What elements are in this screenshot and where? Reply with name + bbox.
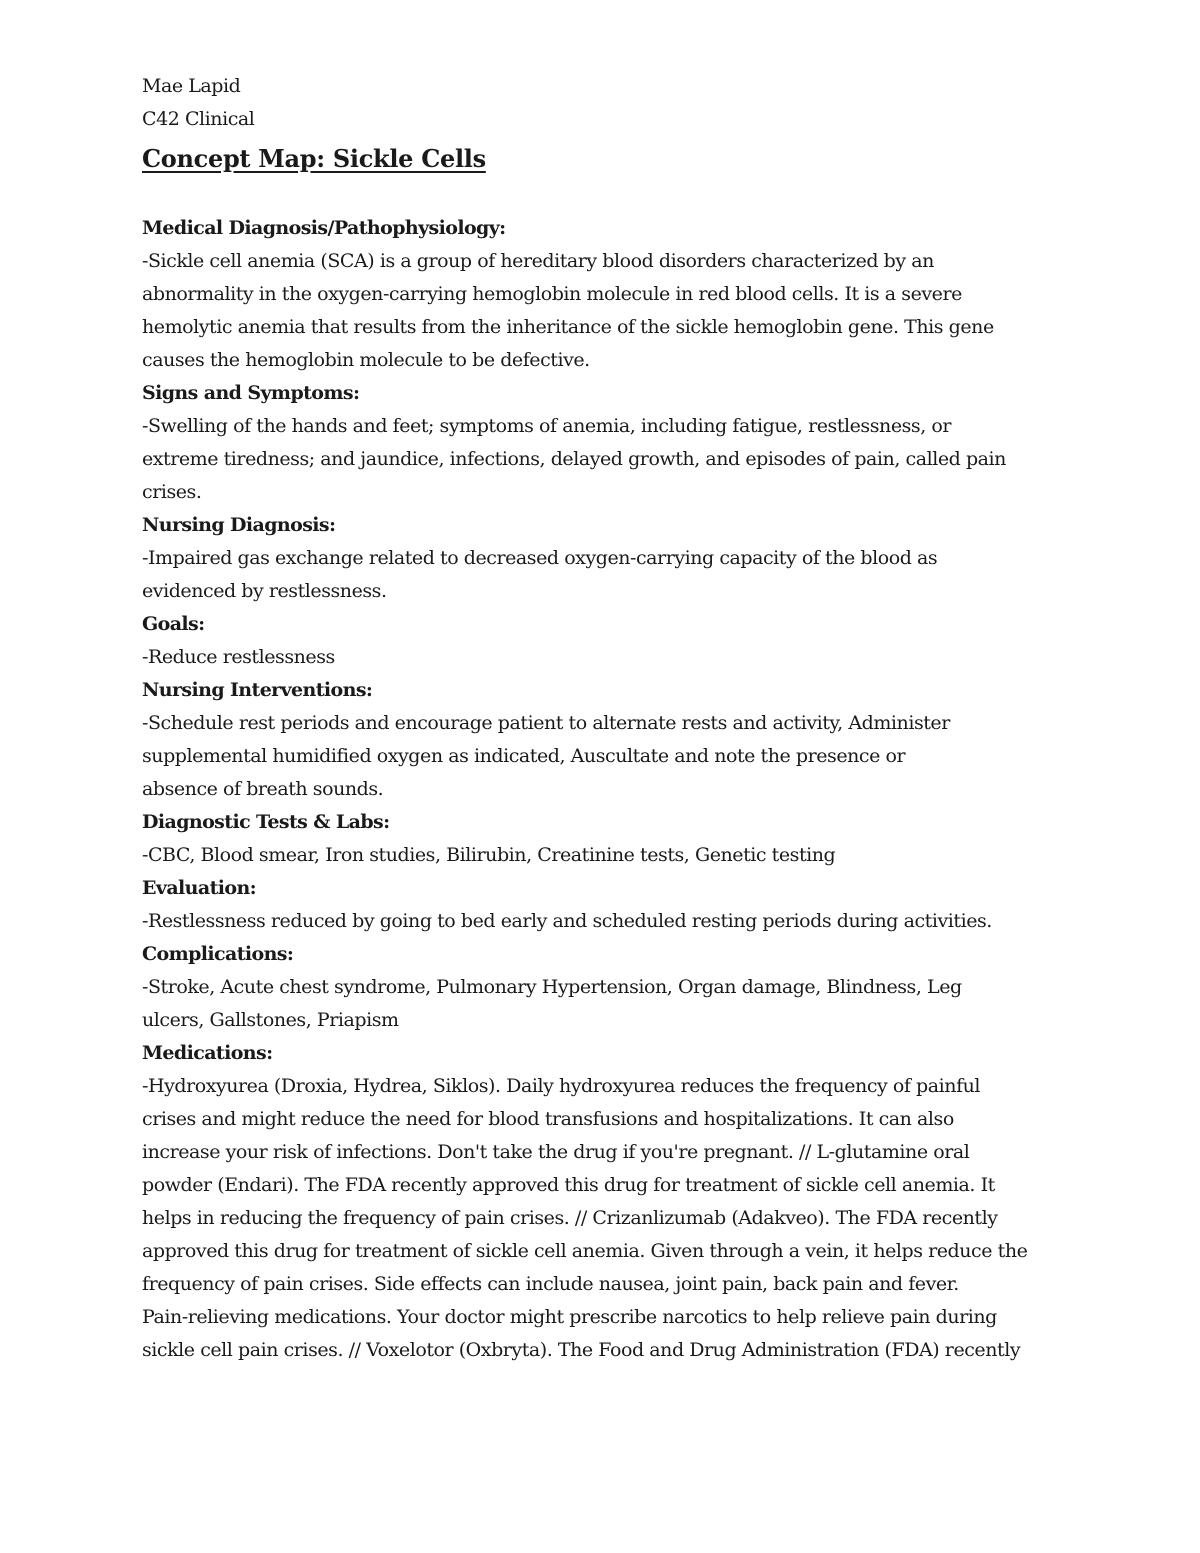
section-text-line: powder (Endari). The FDA recently approved this drug for treatment of sickle cell anemia. It <box>142 1174 995 1196</box>
section-text-line: crises. <box>142 481 202 503</box>
section-text-line: approved this drug for treatment of sickle cell anemia. Given through a vein, it helps reduce the <box>142 1240 1028 1262</box>
section-text-line: absence of breath sounds. <box>142 778 384 800</box>
section-text-line: extreme tiredness; and jaundice, infections, delayed growth, and episodes of pain, called pain <box>142 448 1006 470</box>
section-text-line: abnormality in the oxygen-carrying hemoglobin molecule in red blood cells. It is a severe <box>142 283 962 305</box>
section-heading: Medical Diagnosis/Pathophysiology: <box>142 217 506 239</box>
section-text-line: -Schedule rest periods and encourage patient to alternate rests and activity, Administer <box>142 712 950 734</box>
section-text-line: increase your risk of infections. Don't take the drug if you're pregnant. // L-glutamine oral <box>142 1141 970 1163</box>
section-heading: Signs and Symptoms: <box>142 382 360 404</box>
section-text-line: helps in reducing the frequency of pain crises. // Crizanlizumab (Adakveo). The FDA recently <box>142 1207 998 1229</box>
section-text-line: -Hydroxyurea (Droxia, Hydrea, Siklos). Daily hydroxyurea reduces the frequency of painful <box>142 1075 981 1097</box>
section-text-line: hemolytic anemia that results from the inheritance of the sickle hemoglobin gene. This gene <box>142 316 994 338</box>
section-text-line: -CBC, Blood smear, Iron studies, Bilirubin, Creatinine tests, Genetic testing <box>142 844 836 866</box>
course-name: C42 Clinical <box>142 108 255 130</box>
section-text-line: crises and might reduce the need for blood transfusions and hospitalizations. It can also <box>142 1108 954 1130</box>
section-text-line: -Reduce restlessness <box>142 646 335 668</box>
section-heading: Nursing Interventions: <box>142 679 373 701</box>
section-text-line: -Swelling of the hands and feet; symptoms of anemia, including fatigue, restlessness, or <box>142 415 952 437</box>
section-heading: Medications: <box>142 1042 273 1064</box>
document-body <box>142 212 1072 1367</box>
section-text-line: -Stroke, Acute chest syndrome, Pulmonary Hypertension, Organ damage, Blindness, Leg <box>142 976 962 998</box>
section-text-line: -Restlessness reduced by going to bed early and scheduled resting periods during activities. <box>142 910 992 932</box>
document-title: Concept Map: Sickle Cells <box>142 144 486 173</box>
author-name: Mae Lapid <box>142 75 241 97</box>
section-heading: Evaluation: <box>142 877 257 899</box>
section-text-line: frequency of pain crises. Side effects can include nausea, joint pain, back pain and fever. <box>142 1273 959 1295</box>
section-heading: Nursing Diagnosis: <box>142 514 336 536</box>
section-text-line: ulcers, Gallstones, Priapism <box>142 1009 399 1031</box>
section-heading: Goals: <box>142 613 205 635</box>
section-text-line: sickle cell pain crises. // Voxelotor (Oxbryta). The Food and Drug Administration (FDA) recently <box>142 1339 1021 1361</box>
section-heading: Complications: <box>142 943 294 965</box>
section-heading: Diagnostic Tests & Labs: <box>142 811 390 833</box>
section-text-line: evidenced by restlessness. <box>142 580 387 602</box>
document-page <box>142 70 1072 1367</box>
section-text-line: supplemental humidified oxygen as indicated, Auscultate and note the presence or <box>142 745 906 767</box>
section-text-line: causes the hemoglobin molecule to be defective. <box>142 349 590 371</box>
section-text-line: -Impaired gas exchange related to decreased oxygen-carrying capacity of the blood as <box>142 547 938 569</box>
section-text-line: Pain-relieving medications. Your doctor might prescribe narcotics to help relieve pain during <box>142 1306 997 1328</box>
section-text-line: -Sickle cell anemia (SCA) is a group of hereditary blood disorders characterized by an <box>142 250 934 272</box>
